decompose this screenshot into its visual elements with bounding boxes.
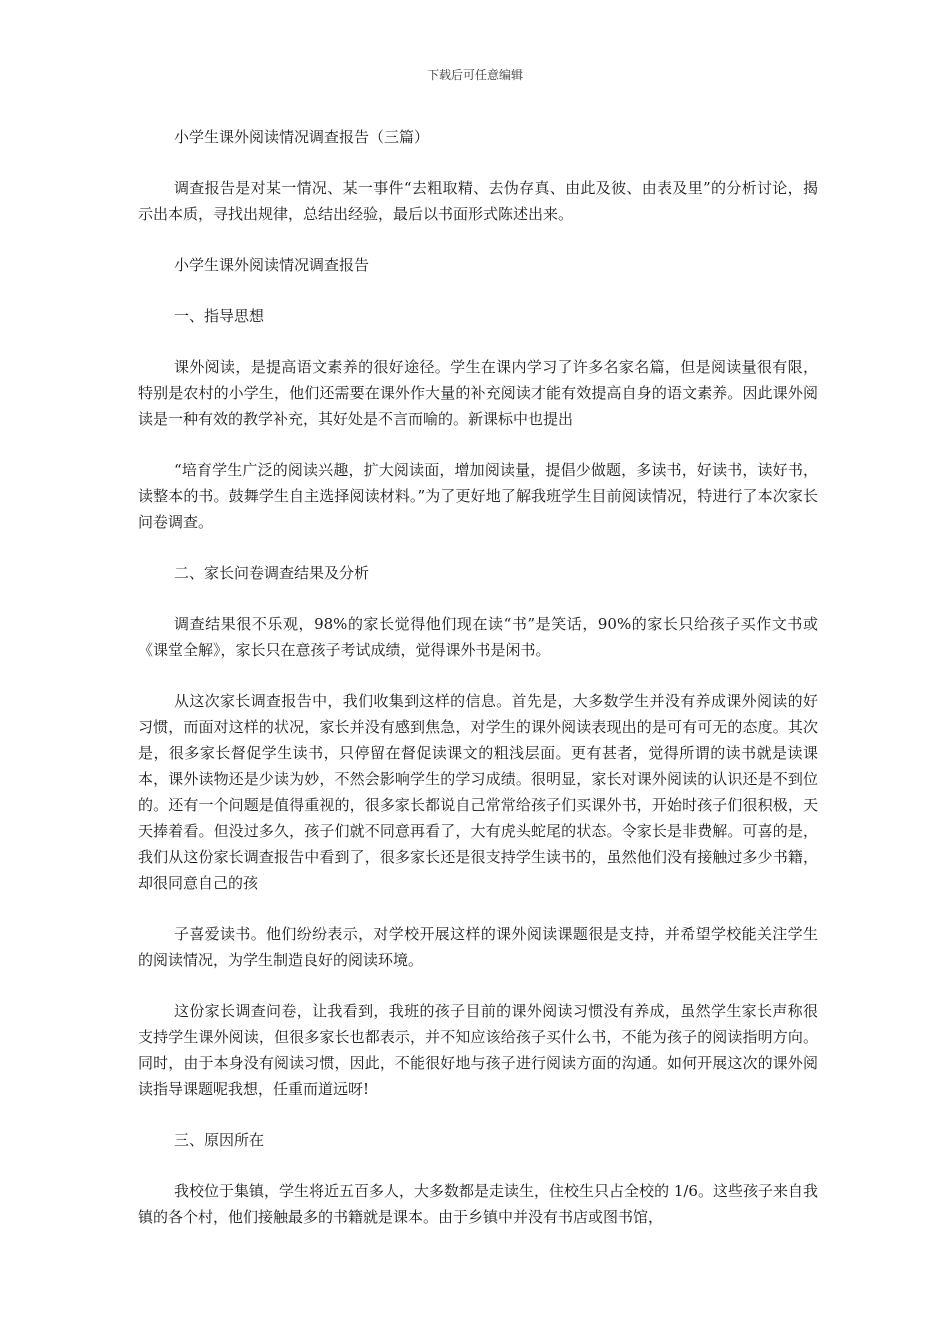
section-heading-2: 二、家长问卷调查结果及分析 xyxy=(174,564,370,582)
section2-paragraph-1: 调查结果很不乐观，98%的家长觉得他们现在读“书”是笑话，90%的家长只给孩子买作文书或《课堂全解》，家长只在意孩子考试成绩，觉得课外书是闲书。 xyxy=(138,615,818,659)
section2-paragraph-2: 从这次家长调查报告中，我们收集到这样的信息。首先是，大多数学生并没有养成课外阅读的好习惯，而面对这样的状况，家长并没有感到焦急，对学生的课外阅读表现出的是可有可无的态度。其次是，很多家长督促学生读书，只停留在督促读课文的粗浅层面。更有甚者，觉得所谓的读书就是读课本，课外读物还是少读为妙，不然会影响学生的学习成绩。很明显，家长对课外阅读的认识还是不到位的。还有一个问题是值得重视的，很多家长都说自己常常给孩子们买课外书，开始时孩子们很积极，天天捧着看。但没过多久，孩子们就不同意再看了，大有虎头蛇尾的状态。令家长是非费解。可喜的是，我们从这份家长调查报告中看到了，很多家长还是很支持学生读书的，虽然他们没有接触过多少书籍，却很同意自己的孩 xyxy=(138,692,818,892)
document-body xyxy=(138,124,818,1255)
intro-paragraph: 调查报告是对某一情况、某一事件“去粗取精、去伪存真、由此及彼、由表及里”的分析讨论，揭示出本质，寻找出规律，总结出经验，最后以书面形式陈述出来。 xyxy=(138,179,818,223)
header-note: 下载后可任意编辑 xyxy=(426,68,523,82)
section2-paragraph-3: 子喜爱读书。他们纷纷表示，对学校开展这样的课外阅读课题很是支持，并希望学校能关注学生的阅读情况，为学生制造良好的阅读环境。 xyxy=(138,925,818,969)
section1-paragraph-2: “培育学生广泛的阅读兴趣，扩大阅读面，增加阅读量，提倡少做题，多读书，好读书，读好书，读整本的书。鼓舞学生自主选择阅读材料。”为了更好地了解我班学生目前阅读情况，特进行了本次家长问卷调查。 xyxy=(138,461,818,531)
section-heading-1: 一、指导思想 xyxy=(174,307,265,325)
section1-paragraph-1: 课外阅读，是提高语文素养的很好途径。学生在课内学习了许多名家名篇，但是阅读量很有限，特别是农村的小学生，他们还需要在课外作大量的补充阅读才能有效提高自身的语文素养。因此课外阅读是一种有效的教学补充，其好处是不言而喻的。新课标中也提出 xyxy=(138,358,818,428)
section2-paragraph-4: 这份家长调查问卷，让我看到，我班的孩子目前的课外阅读习惯没有养成，虽然学生家长声称很支持学生课外阅读，但很多家长也都表示，并不知应该给孩子买什么书，不能为孩子的阅读指明方向。同时，由于本身没有阅读习惯，因此，不能很好地与孩子进行阅读方面的沟通。如何开展这次的课外阅读指导课题呢我想，任重而道远呀! xyxy=(138,1002,818,1098)
section-heading-3: 三、原因所在 xyxy=(174,1131,265,1149)
report-subtitle: 小学生课外阅读情况调查报告 xyxy=(174,256,370,274)
document-title: 小学生课外阅读情况调查报告（三篇） xyxy=(174,128,430,146)
section3-paragraph-1: 我校位于集镇，学生将近五百多人，大多数都是走读生，住校生只占全校的 1/6。这些孩子来自我镇的各个村，他们接触最多的书籍就是课本。由于乡镇中并没有书店或图书馆， xyxy=(138,1182,818,1226)
